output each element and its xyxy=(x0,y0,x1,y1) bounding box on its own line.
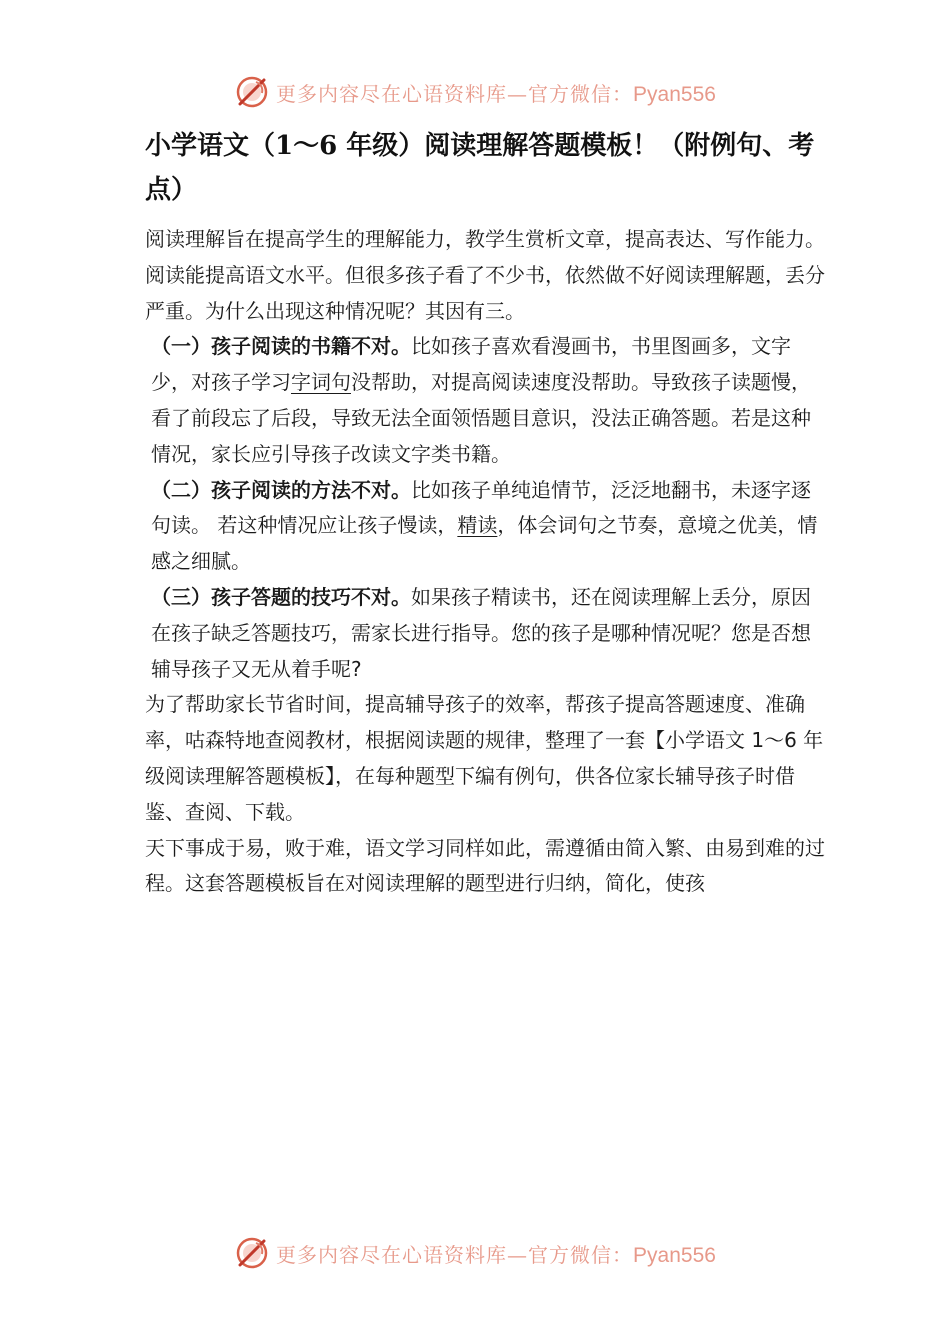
reason-3-paragraph xyxy=(145,580,825,687)
reason-2-text-a: 比如孩子单纯追情节，泛泛地翻书，未逐字逐句读。 若这种情况应让孩子慢读， xyxy=(151,477,811,538)
wechat-id: Pyan556 xyxy=(633,82,716,106)
reason-2-paragraph xyxy=(145,473,825,580)
reason-1-text-a: 比如孩子喜欢看漫画书，书里图画多，文字少，对孩子学习 xyxy=(151,334,791,395)
document-body xyxy=(145,222,825,902)
watermark-text: 更多内容尽在心语资料库—官方微信：Pyan556 xyxy=(276,81,716,106)
reason-1-text-b: 没帮助，对提高阅读速度没帮助。导致孩子读题慢，看了前段忘了后段，导致无法全面领悟题目意识，没法正确答题。若是这种情况，家长应引导孩子改读文字类书籍。 xyxy=(151,370,811,466)
document-title: 小学语文（1～6 年级）阅读理解答题模板！（附例句、考点） xyxy=(145,131,815,205)
reason-2-text-b: ，体会词句之节奏，意境之优美，情感之细腻。 xyxy=(151,513,818,574)
reason-2-underlined: 精读 xyxy=(457,513,498,538)
reason-2-heading: （二）孩子阅读的方法不对。 xyxy=(151,477,411,502)
reason-1-underlined: 字词句 xyxy=(291,370,351,395)
seal-logo-icon xyxy=(234,74,270,110)
footer-watermark xyxy=(0,1231,950,1275)
seal-logo-icon xyxy=(234,1235,270,1271)
watermark-text: 更多内容尽在心语资料库—官方微信：Pyan556 xyxy=(276,1242,716,1267)
help-paragraph: 为了帮助家长节省时间，提高辅导孩子的效率，帮孩子提高答题速度、准确率，咕森特地查阅教材，根据阅读题的规律，整理了一套【小学语文 1～6 年级阅读理解答题模板】，在每种题型下编有例句，供各位家长辅导孩子时借鉴、查阅、下载。 xyxy=(145,692,824,824)
reason-1-paragraph xyxy=(145,329,825,472)
header-watermark xyxy=(0,70,950,114)
wechat-id: Pyan556 xyxy=(633,1243,716,1267)
reason-1-heading: （一）孩子阅读的书籍不对。 xyxy=(151,334,411,359)
reason-3-text: 如果孩子精读书，还在阅读理解上丢分，原因在孩子缺乏答题技巧，需家长进行指导。您的孩子是哪种情况呢？您是否想辅导孩子又无从着手呢? xyxy=(151,584,811,681)
reason-3-heading: （三）孩子答题的技巧不对。 xyxy=(151,584,411,609)
closing-paragraph: 天下事成于易，败于难，语文学习同样如此，需遵循由简入繁、由易到难的过程。这套答题模板旨在对阅读理解的题型进行归纳，简化，使孩 xyxy=(145,835,825,896)
intro-paragraph: 阅读理解旨在提高学生的理解能力，教学生赏析文章，提高表达、写作能力。阅读能提高语文水平。但很多孩子看了不少书，依然做不好阅读理解题，丢分严重。为什么出现这种情况呢？其因有三。 xyxy=(145,227,825,323)
